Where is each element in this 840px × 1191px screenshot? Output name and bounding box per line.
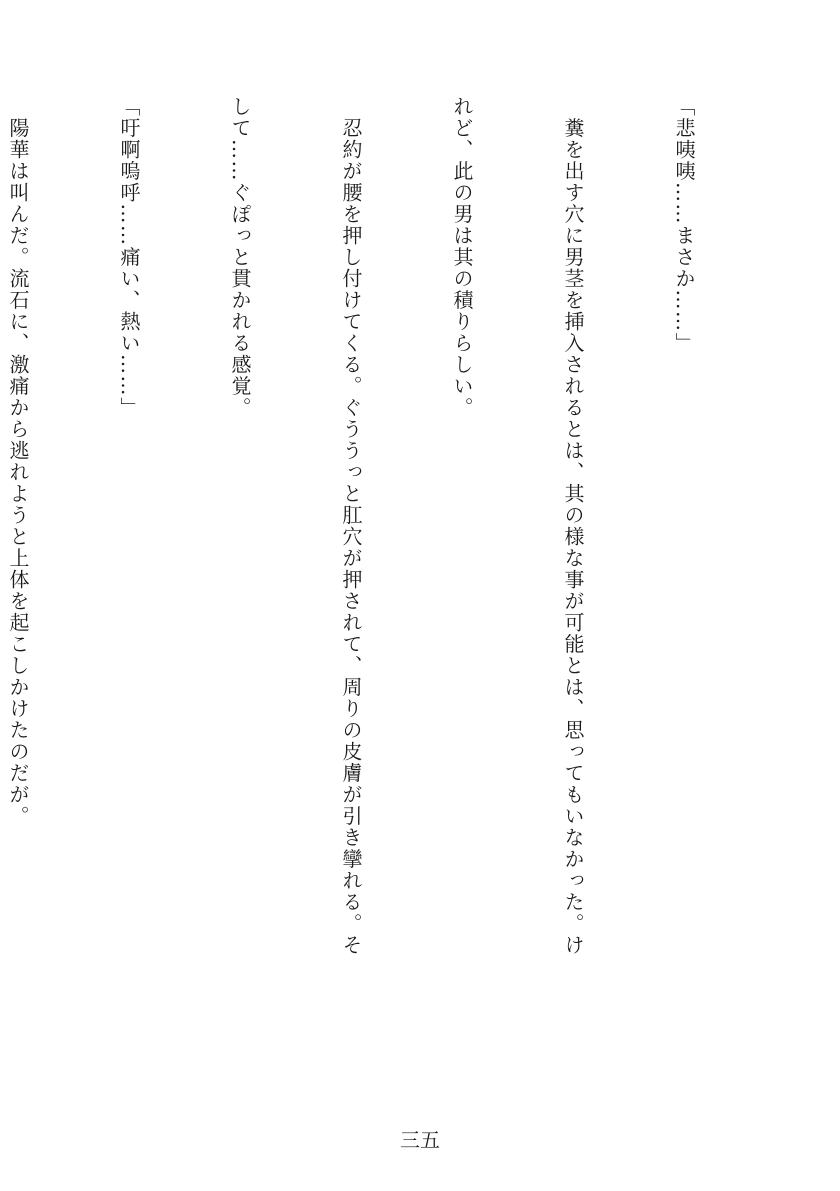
text-line: 「吁啊嗚呼……痛い、熱い……」 [117,96,141,419]
text-line: 糞を出す穴に男茎を挿入されるとは、其の様な事が可能とは、思ってもいなかった。け [561,96,585,956]
text-line: れど、此の男は其の積りらしい。 [450,96,474,419]
page-number: 三五 [400,1128,440,1152]
text-line: 忍約が腰を押し付けてくる。ぐううっと肛穴が押されて、周りの皮膚が引き攣れる。そ [339,96,363,956]
text-line: 陽華は叫んだ。流石に、激痛から逃れようと上体を起こしかけたのだが。 [6,96,30,827]
text-line: 「悲咦咦……まさか……」 [672,96,696,354]
text-line: して……ぐぽっと貫かれる感覚。 [228,96,252,419]
vertical-text-body [0,96,776,956]
